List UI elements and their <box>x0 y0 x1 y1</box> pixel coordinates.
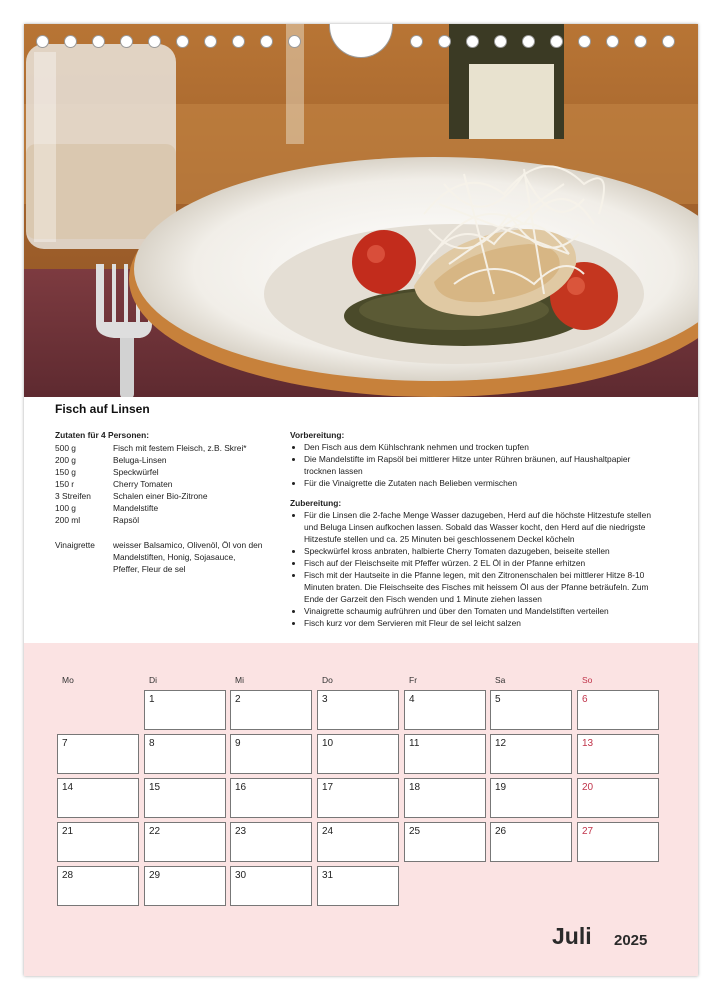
day-number: 9 <box>235 738 241 749</box>
day-number: 28 <box>62 870 74 881</box>
weekday-header: Sa <box>495 675 506 685</box>
cooking-list <box>290 509 660 629</box>
day-number: 13 <box>582 738 594 749</box>
step-item: • Für die Linsen die 2-fache Menge Wasser dazugeben, Herd auf die höchste Hitzestufe stellen und Beluga Linsen aufkochen lassen. Sobald das Wasser kocht, den Herd auf die niedrigste Hitzestufe stellen und ca. 25 Minuten bei geschlossenem Deckel köcheln <box>304 509 660 545</box>
ingredient-row <box>55 466 285 478</box>
ingredient-name: Speckwürfel <box>113 467 159 477</box>
day-number: 16 <box>235 782 247 793</box>
step-item: • Fisch mit der Hautseite in die Pfanne legen, mit den Zitronenschalen bei mittlerer Hitze 8-10 Minuten braten. Die Fleischseite des Fisches mit heissem Öl aus der Pfanne beträufeln. Zum Ende der Garzeit den Fisch wenden und 1 Minute ziehen lassen <box>304 569 660 605</box>
ingredient-row <box>55 442 285 454</box>
day-number: 3 <box>322 694 328 705</box>
day-cell[interactable] <box>490 734 572 774</box>
binding-ring <box>578 35 591 48</box>
day-number: 19 <box>495 782 507 793</box>
day-number: 30 <box>235 870 247 881</box>
day-number: 17 <box>322 782 334 793</box>
ingredients-block <box>55 429 285 526</box>
binding-ring <box>606 35 619 48</box>
step-item: • Die Mandelstifte im Rapsöl bei mittlerer Hitze unter Rühren bräunen, auf Haushaltpapier trocknen lassen <box>304 453 660 477</box>
day-number: 23 <box>235 826 247 837</box>
day-cell[interactable] <box>144 690 226 730</box>
day-number: 6 <box>582 694 588 705</box>
day-number: 27 <box>582 826 594 837</box>
day-number: 15 <box>149 782 161 793</box>
day-number: 29 <box>149 870 161 881</box>
binding-ring <box>494 35 507 48</box>
day-cell[interactable] <box>404 734 486 774</box>
day-cell[interactable] <box>490 822 572 862</box>
day-cell[interactable] <box>577 822 659 862</box>
day-cell[interactable] <box>144 778 226 818</box>
binding-ring <box>634 35 647 48</box>
ingredient-name: Mandelstifte <box>113 503 159 513</box>
ingredient-quantity: 150 g <box>55 467 76 477</box>
binding-ring <box>120 35 133 48</box>
day-cell[interactable] <box>577 734 659 774</box>
ingredient-quantity: 500 g <box>55 443 76 453</box>
day-number: 25 <box>409 826 421 837</box>
day-cell[interactable] <box>317 778 399 818</box>
day-number: 4 <box>409 694 415 705</box>
step-item: • Fisch auf der Fleischseite mit Pfeffer würzen. 2 EL Öl in der Pfanne erhitzen <box>304 557 660 569</box>
binding-ring <box>410 35 423 48</box>
year-label: 2025 <box>614 932 648 949</box>
step-item: • Den Fisch aus dem Kühlschrank nehmen und trocken tupfen <box>304 441 660 453</box>
day-cell[interactable] <box>317 690 399 730</box>
weekday-header: So <box>582 675 593 685</box>
day-cell[interactable] <box>144 866 226 906</box>
day-number: 26 <box>495 826 507 837</box>
day-cell[interactable] <box>490 690 572 730</box>
calendar-page <box>24 24 698 976</box>
day-cell[interactable] <box>404 690 486 730</box>
step-item: • Fisch kurz vor dem Servieren mit Fleur de sel leicht salzen <box>304 617 660 629</box>
binding-ring <box>64 35 77 48</box>
ingredients-list <box>55 442 285 526</box>
ingredient-name: Fisch mit festem Fleisch, z.B. Skrei* <box>113 443 247 453</box>
binding-ring <box>148 35 161 48</box>
ingredient-quantity: 200 ml <box>55 515 81 525</box>
day-number: 11 <box>409 738 420 749</box>
day-cell[interactable] <box>577 778 659 818</box>
day-number: 14 <box>62 782 74 793</box>
day-number: 18 <box>409 782 421 793</box>
ingredient-row <box>55 478 285 490</box>
ingredient-quantity: 150 r <box>55 479 75 489</box>
cooking-heading: Zubereitung: <box>290 498 342 508</box>
day-cell[interactable] <box>490 778 572 818</box>
step-item: • Vinaigrette schaumig aufrühren und über den Tomaten und Mandelstiften verteilen <box>304 605 660 617</box>
day-cell[interactable] <box>230 734 312 774</box>
step-item: • Speckwürfel kross anbraten, halbierte Cherry Tomaten dazugeben, beiseite stellen <box>304 545 660 557</box>
day-cell[interactable] <box>317 866 399 906</box>
day-cell[interactable] <box>230 866 312 906</box>
recipe-photo <box>24 24 698 397</box>
ingredient-row <box>55 514 285 526</box>
calendar-grid <box>24 643 698 976</box>
fish-dish-image <box>24 24 698 397</box>
binding-ring <box>466 35 479 48</box>
binding-ring <box>36 35 49 48</box>
binding-ring <box>176 35 189 48</box>
day-number: 21 <box>62 826 74 837</box>
day-number: 5 <box>495 694 501 705</box>
weekday-header: Mi <box>235 675 244 685</box>
ingredient-quantity: 100 g <box>55 503 76 513</box>
binding-ring <box>232 35 245 48</box>
ingredient-name: Rapsöl <box>113 515 140 525</box>
day-cell[interactable] <box>144 734 226 774</box>
ingredient-row <box>55 502 285 514</box>
day-cell[interactable] <box>230 778 312 818</box>
ingredient-row <box>55 490 285 502</box>
day-cell[interactable] <box>230 690 312 730</box>
day-number: 12 <box>495 738 507 749</box>
day-number: 22 <box>149 826 161 837</box>
month-name: Juli <box>552 923 592 949</box>
binding-ring <box>92 35 105 48</box>
day-cell[interactable] <box>404 822 486 862</box>
preparation-list <box>290 441 660 489</box>
day-number: 8 <box>149 738 155 749</box>
ingredient-name: Cherry Tomaten <box>113 479 173 489</box>
day-cell[interactable] <box>404 778 486 818</box>
binding-ring <box>438 35 451 48</box>
day-cell[interactable] <box>317 822 399 862</box>
day-cell[interactable] <box>57 822 139 862</box>
day-cell[interactable] <box>57 866 139 906</box>
day-cell[interactable] <box>317 734 399 774</box>
day-number: 10 <box>322 738 334 749</box>
ingredient-quantity: 3 Streifen <box>55 491 91 501</box>
day-number: 7 <box>62 738 68 749</box>
binding-ring <box>260 35 273 48</box>
ingredients-heading: Zutaten für 4 Personen: <box>55 430 149 440</box>
ingredient-row <box>55 454 285 466</box>
vinaigrette-text: weisser Balsamico, Olivenöl, Öl von den Mandelstiften, Honig, Sojasauce, Pfeffer, Fleur de sel <box>113 540 263 574</box>
weekday-header: Mo <box>62 675 74 685</box>
binding-ring <box>288 35 301 48</box>
day-cell[interactable] <box>144 822 226 862</box>
weekday-header: Di <box>149 675 158 685</box>
binding-ring <box>662 35 675 48</box>
day-cell[interactable] <box>57 734 139 774</box>
vinaigrette-row <box>55 539 295 575</box>
binding-ring <box>522 35 535 48</box>
vinaigrette-label: Vinaigrette <box>55 540 95 550</box>
day-cell[interactable] <box>230 822 312 862</box>
ingredient-name: Schalen einer Bio-Zitrone <box>113 491 208 501</box>
binding-ring <box>204 35 217 48</box>
day-number: 20 <box>582 782 594 793</box>
step-item: • Für die Vinaigrette die Zutaten nach Belieben vermischen <box>304 477 660 489</box>
weekday-header: Do <box>322 675 333 685</box>
weekday-header: Fr <box>409 675 418 685</box>
day-number: 1 <box>149 694 155 705</box>
preparation-heading: Vorbereitung: <box>290 430 345 440</box>
binding-ring <box>550 35 563 48</box>
ingredient-name: Beluga-Linsen <box>113 455 167 465</box>
day-number: 24 <box>322 826 334 837</box>
day-number: 2 <box>235 694 241 705</box>
day-cell[interactable] <box>57 778 139 818</box>
day-cell[interactable] <box>577 690 659 730</box>
ingredient-quantity: 200 g <box>55 455 76 465</box>
preparation-block <box>290 429 660 637</box>
recipe-title: Fisch auf Linsen <box>55 402 150 416</box>
day-number: 31 <box>322 870 334 881</box>
